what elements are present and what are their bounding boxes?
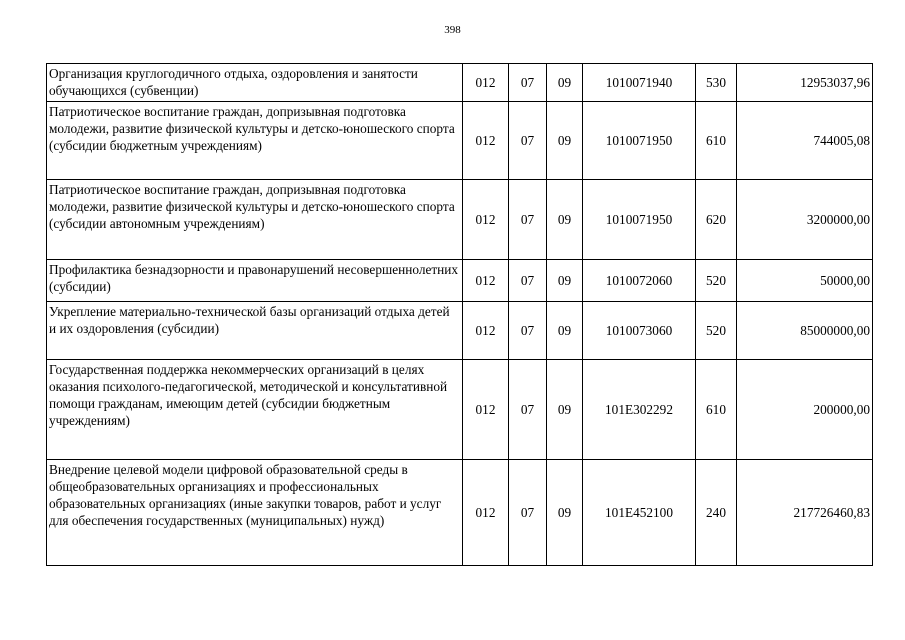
target-article-cell: 1010072060 [583, 260, 696, 302]
target-article-cell: 1010071950 [583, 102, 696, 180]
amount-cell: 12953037,96 [737, 64, 873, 102]
amount-cell: 85000000,00 [737, 302, 873, 360]
table-row [47, 302, 873, 360]
expense-name-cell: Организация круглогодичного отдыха, оздоровления и занятости обучающихся (субвенции) [47, 64, 463, 102]
subsection-code-cell: 09 [547, 180, 583, 260]
ministry-code-cell: 012 [463, 180, 509, 260]
expense-type-cell: 240 [696, 460, 737, 566]
ministry-code-cell: 012 [463, 360, 509, 460]
expense-type-cell: 610 [696, 360, 737, 460]
expense-name-cell: Внедрение целевой модели цифровой образовательной среды в общеобразовательных организациях и профессиональных образовательных организациях (иные закупки товаров, работ и услуг для обеспечения государственных (муниципальных) нужд) [47, 460, 463, 566]
section-code-cell: 07 [509, 302, 547, 360]
section-code-cell: 07 [509, 360, 547, 460]
target-article-cell: 101E302292 [583, 360, 696, 460]
target-article-cell: 1010073060 [583, 302, 696, 360]
subsection-code-cell: 09 [547, 260, 583, 302]
expense-name-cell: Патриотическое воспитание граждан, допризывная подготовка молодежи, развитие физической культуры и детско-юношеского спорта (субсидии автономным учреждениям) [47, 180, 463, 260]
amount-cell: 744005,08 [737, 102, 873, 180]
page-number: 398 [444, 24, 461, 36]
ministry-code-cell: 012 [463, 460, 509, 566]
expense-type-cell: 610 [696, 102, 737, 180]
subsection-code-cell: 09 [547, 460, 583, 566]
section-code-cell: 07 [509, 260, 547, 302]
target-article-cell: 101E452100 [583, 460, 696, 566]
amount-cell: 217726460,83 [737, 460, 873, 566]
ministry-code-cell: 012 [463, 102, 509, 180]
expense-type-cell: 520 [696, 302, 737, 360]
budget-table [46, 63, 873, 566]
section-code-cell: 07 [509, 102, 547, 180]
table-row [47, 180, 873, 260]
expense-type-cell: 620 [696, 180, 737, 260]
section-code-cell: 07 [509, 180, 547, 260]
expense-type-cell: 530 [696, 64, 737, 102]
subsection-code-cell: 09 [547, 102, 583, 180]
ministry-code-cell: 012 [463, 64, 509, 102]
expense-name-cell: Профилактика безнадзорности и правонарушений несовершеннолетних (субсидии) [47, 260, 463, 302]
expense-name-cell: Укрепление материально-технической базы организаций отдыха детей и их оздоровления (субсидии) [47, 302, 463, 360]
table-row [47, 360, 873, 460]
table-row [47, 260, 873, 302]
section-code-cell: 07 [509, 460, 547, 566]
expense-name-cell: Патриотическое воспитание граждан, допризывная подготовка молодежи, развитие физической культуры и детско-юношеского спорта (субсидии бюджетным учреждениям) [47, 102, 463, 180]
subsection-code-cell: 09 [547, 302, 583, 360]
ministry-code-cell: 012 [463, 260, 509, 302]
expense-name-cell: Государственная поддержка некоммерческих организаций в целях оказания психолого-педагогической, методической и консультативной помощи гражданам, имеющим детей (субсидии бюджетным учреждениям) [47, 360, 463, 460]
table-row [47, 460, 873, 566]
table-row [47, 64, 873, 102]
amount-cell: 50000,00 [737, 260, 873, 302]
ministry-code-cell: 012 [463, 302, 509, 360]
section-code-cell: 07 [509, 64, 547, 102]
expense-type-cell: 520 [696, 260, 737, 302]
amount-cell: 3200000,00 [737, 180, 873, 260]
subsection-code-cell: 09 [547, 360, 583, 460]
target-article-cell: 1010071940 [583, 64, 696, 102]
target-article-cell: 1010071950 [583, 180, 696, 260]
subsection-code-cell: 09 [547, 64, 583, 102]
amount-cell: 200000,00 [737, 360, 873, 460]
table-row [47, 102, 873, 180]
